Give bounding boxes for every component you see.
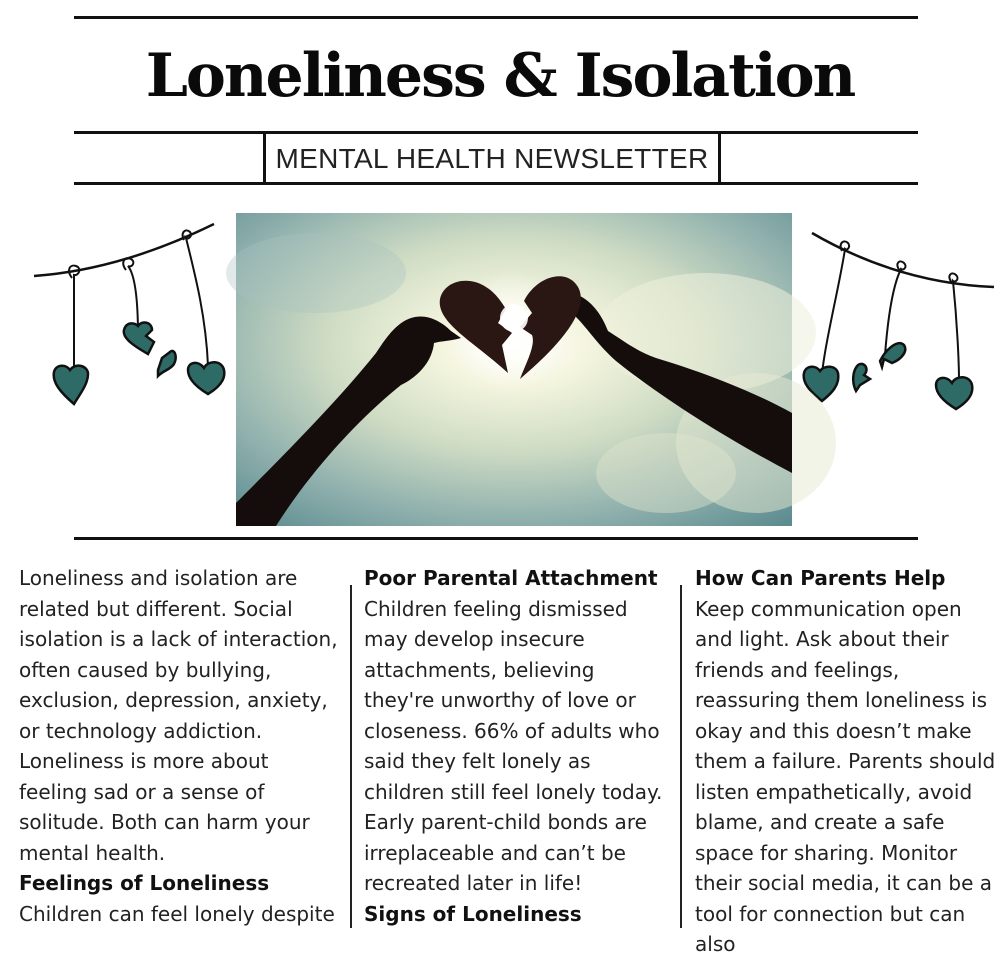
subtitle-bottom-rule: [74, 182, 918, 185]
article-column-3: [695, 563, 1000, 956]
column-divider: [350, 585, 352, 928]
heart-icon: [54, 366, 88, 404]
heart-garland-right: [798, 225, 998, 430]
broken-heart-icon: [853, 343, 905, 391]
section-heading-signs: Signs of Loneliness: [364, 901, 582, 926]
newsletter-title: Loneliness & Isolation: [145, 41, 855, 111]
subtitle-top-rule: [74, 131, 918, 134]
section-heading-feelings: Feelings of Loneliness: [19, 871, 270, 895]
heart-icon: [936, 377, 972, 409]
attachment-paragraph: Children feeling dismissed may develop insecure attachments, believing they're unworthy of love or closeness. 66% of adults who said they felt lonely as children still feel lonely today. Early parent-child bonds are irreplaceable and can’t be recreated later in life!: [364, 596, 663, 895]
article-column-1: [19, 563, 341, 928]
heart-garland-left: [30, 218, 230, 423]
section-heading-attachment: Poor Parental Attachment: [364, 566, 658, 590]
broken-heart-icon: [124, 323, 176, 376]
subtitle-right-divider: [718, 131, 721, 184]
newsletter-subtitle: MENTAL HEALTH NEWSLETTER: [275, 143, 709, 174]
top-rule: [74, 16, 918, 19]
intro-paragraph: Loneliness and isolation are related but different. Social isolation is a lack of interaction, often caused by bullying, exclusion, depression, anxiety, or technology addiction. Loneliness is more about feeling sad or a sense of solitude. Both can harm your mental health.: [19, 566, 338, 865]
broken-heart-hands-photo: [236, 213, 792, 526]
parents-help-paragraph: Keep communication open and light. Ask about their friends and feelings, reassuring them loneliness is okay and this doesn’t make them a failure. Parents should listen empathetically, avoid blame, and create a safe space for sharing. Monitor their social media, it can be a tool for connection but can also: [695, 596, 996, 956]
heart-icon: [188, 362, 224, 394]
section-rule: [74, 537, 918, 540]
column-divider: [680, 585, 682, 928]
article-column-2: [364, 563, 669, 928]
feelings-paragraph: Children can feel lonely despite: [19, 901, 335, 926]
section-heading-parents-help: How Can Parents Help: [695, 566, 946, 590]
